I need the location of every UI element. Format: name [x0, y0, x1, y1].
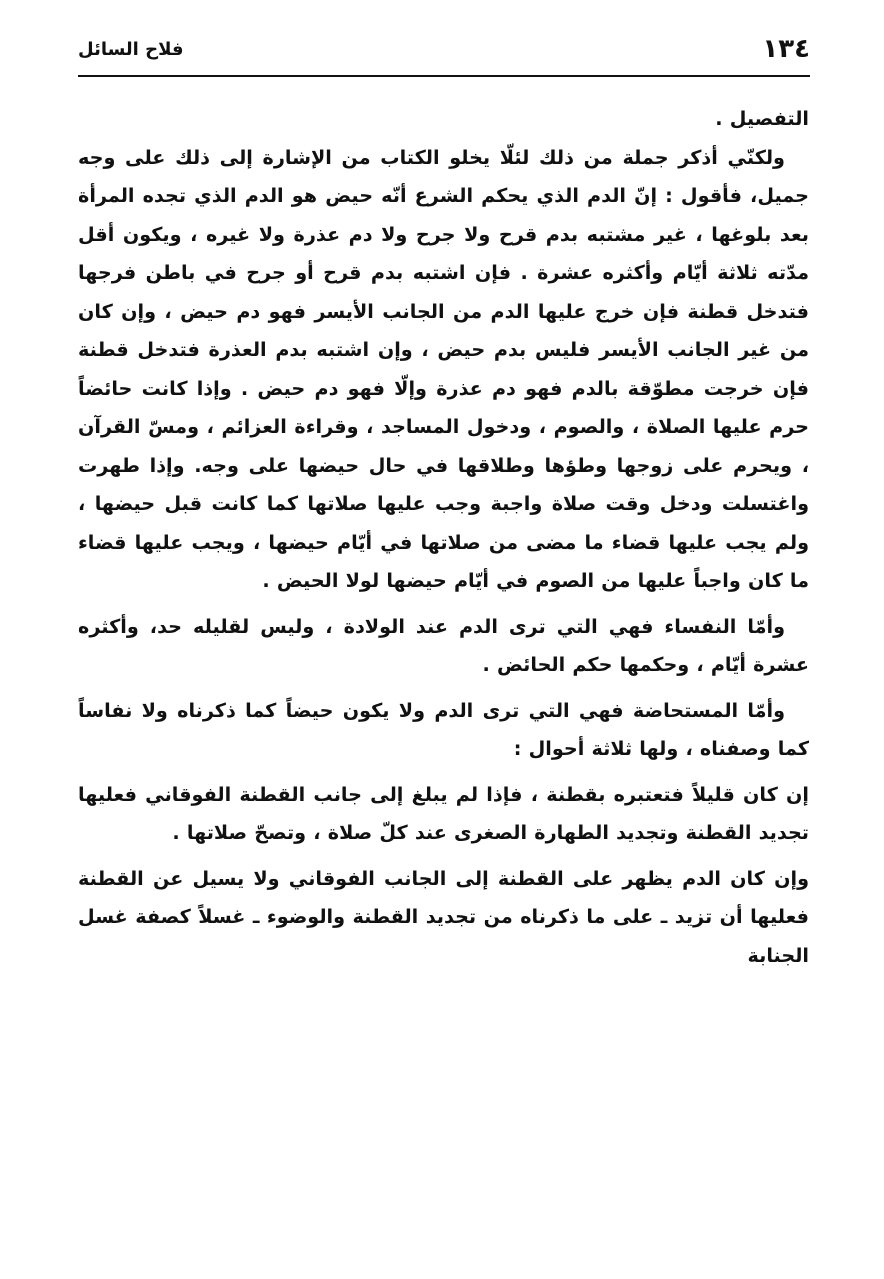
paragraph-istihada: وأمّا المستحاضة فهي التي ترى الدم ولا يكون حيضاً كما ذكرناه ولا نفاساً كما وصفناه ، ولها ثلاثة أحوال :	[78, 698, 809, 760]
paragraph-first-state: إن كان قليلاً فتعتبره بقطنة ، فإذا لم يبلغ إلى جانب القطنة الفوقاني فعليها تجديد القطنة وتجديد الطهارة الصغرى عند كلّ صلاة ، وتصحّ صلاتها .	[78, 782, 809, 844]
paragraph-second-state: وإن كان الدم يظهر على القطنة إلى الجانب الفوقاني ولا يسيل عن القطنة فعليها أن تزيد ـ على ما ذكرناه من تجديد القطنة والوضوء ـ غسلاً كصفة غسل الجنابة	[78, 866, 809, 967]
page-body	[78, 100, 809, 982]
paragraph-menstruation: ولكنّي أذكر جملة من ذلك لئلّا يخلو الكتاب من الإشارة إلى ذلك على وجه جميل، فأقول : إنّ الدم الذي يحكم الشرع أنّه حيض هو الدم الذي تجده المرأة بعد بلوغها ، غير مشتبه بدم قرح ولا جرح ولا دم عذرة ولا غيره ، ويكون أقل مدّته ثلاثة أيّام وأكثره عشرة . فإن اشتبه بدم قرح أو جرح في باطن فرجها فتدخل قطنة فإن خرج عليها الدم من الجانب الأيسر فهو دم حيض ، وإن كان من غير الجانب الأيسر فليس بدم حيض ، وإن اشتبه بدم العذرة فتدخل قطنة فإن خرجت مطوّقة بالدم فهو دم عذرة وإلّا فهو دم حيض . وإذا كانت حائضاً حرم عليها الصلاة ، والصوم ، ودخول المساجد ، وقراءة العزائم ، ومسّ القرآن ، ويحرم على زوجها وطؤها وطلاقها في حال حيضها على وجه. وإذا طهرت واغتسلت ودخل وقت صلاة واجبة وجب عليها صلاتها كما كانت قبل حيضها ، ولم يجب عليها قضاء ما مضى من صلاتها في أيّام حيضها ، ويجب عليها قضاء ما كان واجباً عليها من الصوم في أيّام حيضها لولا الحيض .	[78, 145, 809, 592]
page-number: ١٣٤	[762, 34, 810, 64]
running-title: فلاح السائل	[78, 39, 184, 60]
paragraph-ending: التفصيل .	[715, 107, 809, 130]
paragraph-postpartum: وأمّا النفساء فهي التي ترى الدم عند الولادة ، وليس لقليله حد، وأكثره عشرة أيّام ، وحكمها حكم الحائض .	[78, 614, 809, 676]
header-rule	[78, 75, 810, 77]
page-header	[78, 30, 810, 70]
